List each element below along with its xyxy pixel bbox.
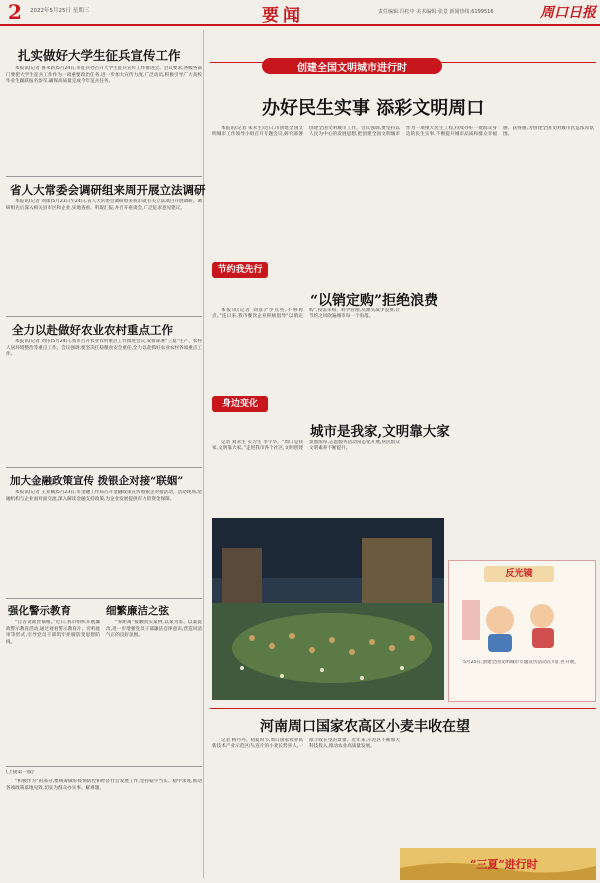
- article-recruit-body: 本报讯(记者 鲁永新)5月24日,市征兵办召开大学生征兵宣传工作推进会。会议要求,各级各部门要把大学生征兵工作作为一项重要政治任务,进一步加大宣传力度,广泛动员,积极引导广大高校毕业生踊跃报名参军,确保高质量完成今年征兵任务。: [6, 66, 202, 85]
- issue-date: 2022年5月25日 星期三: [30, 8, 90, 14]
- article-wheat-body: 记者 杨丹丹。初夏时节,周口国家农业高新技术产业示范区内,连片的小麦长势喜人,一派丰收在望的景象。近年来,示范区不断加大科技投入,推动农业高质量发展。: [212, 738, 400, 750]
- headline-city-home: 城市是我家,文明靠大家: [310, 424, 450, 440]
- article-finance-body: 本报讯(记者 王亚楠)5月23日,市金融工作局召开金融政策宣传暨银企对接活动。活动现场,金融机构与企业面对面交流,深入解读金融支持政策,为企业发展提供有力的资金保障。: [6, 490, 202, 502]
- divider: [6, 467, 202, 468]
- article-warning-body: “自古贪欲皆祸根。”近日,我市组织开展廉政警示教育活动,通过观看警示教育片、旁听庭审等形式,引导党员干部筑牢拒腐防变思想防线。: [6, 620, 100, 645]
- divider: [210, 708, 596, 709]
- lead-headline: 办好民生实事 添彩文明周口: [262, 98, 485, 119]
- commentary-body: “积极作为”的部分,要统筹做好疫情防控和经济社会发展工作,坚持稳字当头、稳中求进,推动各项政策落地见效,切实为群众办实事、解难题。: [6, 779, 202, 791]
- article-frugality-body: 本报讯(记者 刘彦)“少点些,不够再点。”连日来,我市餐饮企业积极倡导“以销定购”,按需采购、科学管理,从源头减少浪费,让节约之风吹遍城市每一个角落。: [212, 308, 400, 320]
- headline-finance: 加大金融政策宣传 拨银企对接“联姻”: [10, 475, 184, 487]
- lead-article-body: 本报讯(记者 朱永生)近日,市创建全国文明城市工作领导小组召开专题会议,研究部署创建全国文明城市工作。会议强调,要坚持以人民为中心的发展思想,把创建全国文明城市作为一项重大民生工程,持续办好一批群众身边的民生实事,不断提升城市品质和群众幸福感、获得感,为创建全国文明城市营造浓厚氛围。: [212, 126, 594, 138]
- continued-from-label: (上接第一版): [6, 770, 34, 775]
- article-city-home-body: 记者 刘永生 实习生 李宇华。“周口是我家,文明靠大家。”走进我市各个社区,文明创建氛围浓厚,志愿服务活动常态化开展,居民群众文明素养不断提升。: [212, 440, 400, 452]
- divider: [6, 598, 202, 599]
- headline-npc-survey: 省人大常委会调研组来周开展立法调研: [10, 183, 206, 197]
- divider: [6, 176, 202, 177]
- divider: [6, 316, 202, 317]
- community-photo: [212, 518, 444, 700]
- headline-integrity: 细繁廉洁之弦: [106, 605, 169, 617]
- headline-wheat-harvest: 河南周口国家农高区小麦丰收在望: [260, 719, 470, 735]
- harvest-footer-text: “三夏”进行时: [470, 858, 538, 871]
- section-tag-mirror: 反光镜: [484, 566, 554, 582]
- column-divider: [203, 30, 204, 878]
- headline-frugality: “以销定购”拒绝浪费: [310, 293, 439, 309]
- section-title: 要闻: [262, 6, 304, 26]
- page-number: 2: [8, 0, 22, 24]
- headline-warning-education: 强化警示教育: [8, 605, 71, 617]
- headline-recruit: 扎实做好大学生征兵宣传工作: [18, 48, 181, 63]
- mirror-illustration: [452, 586, 590, 656]
- article-npc-survey-body: 本报讯(记者 刘康)5月23日至24日,省人大常委会调研组来我市就有关立法项目开展调研。调研组先后深入相关县市区和企业,实地查看、听取汇报,并召开座谈会,广泛征求意见建议。: [6, 199, 202, 211]
- mirror-caption: 5月25日,创建全国文明城市专题宣传活动在川汇区开展。: [463, 660, 579, 665]
- newspaper-logo: 周口日报: [540, 5, 596, 21]
- editors-line: 责任编辑:冯松中 美术编辑:张景 新闻热线:6199516: [378, 9, 494, 15]
- campaign-banner-text: 创建全国文明城市进行时: [297, 63, 407, 74]
- divider: [6, 766, 202, 767]
- headline-agriculture: 全力以赴做好农业农村重点工作: [12, 323, 173, 337]
- article-agriculture-body: 本报讯(记者 刘伟)5月24日,我市召开农业农村重点工作推进会议,安排部署“三夏”生产、农村人居环境整治等重点工作。会议强调,要坚决扛稳粮食安全重任,全力以赴抓好农业农村各项重点工作。: [6, 339, 202, 358]
- article-integrity-body: “零距离”接触真实案例,以案为鉴、以案促改,进一步增强党员干部廉洁自律意识,营造风清气正的良好氛围。: [106, 620, 202, 639]
- section-tag-changes: 身边变化: [212, 396, 268, 412]
- section-tag-frugality: 节约我先行: [212, 262, 268, 278]
